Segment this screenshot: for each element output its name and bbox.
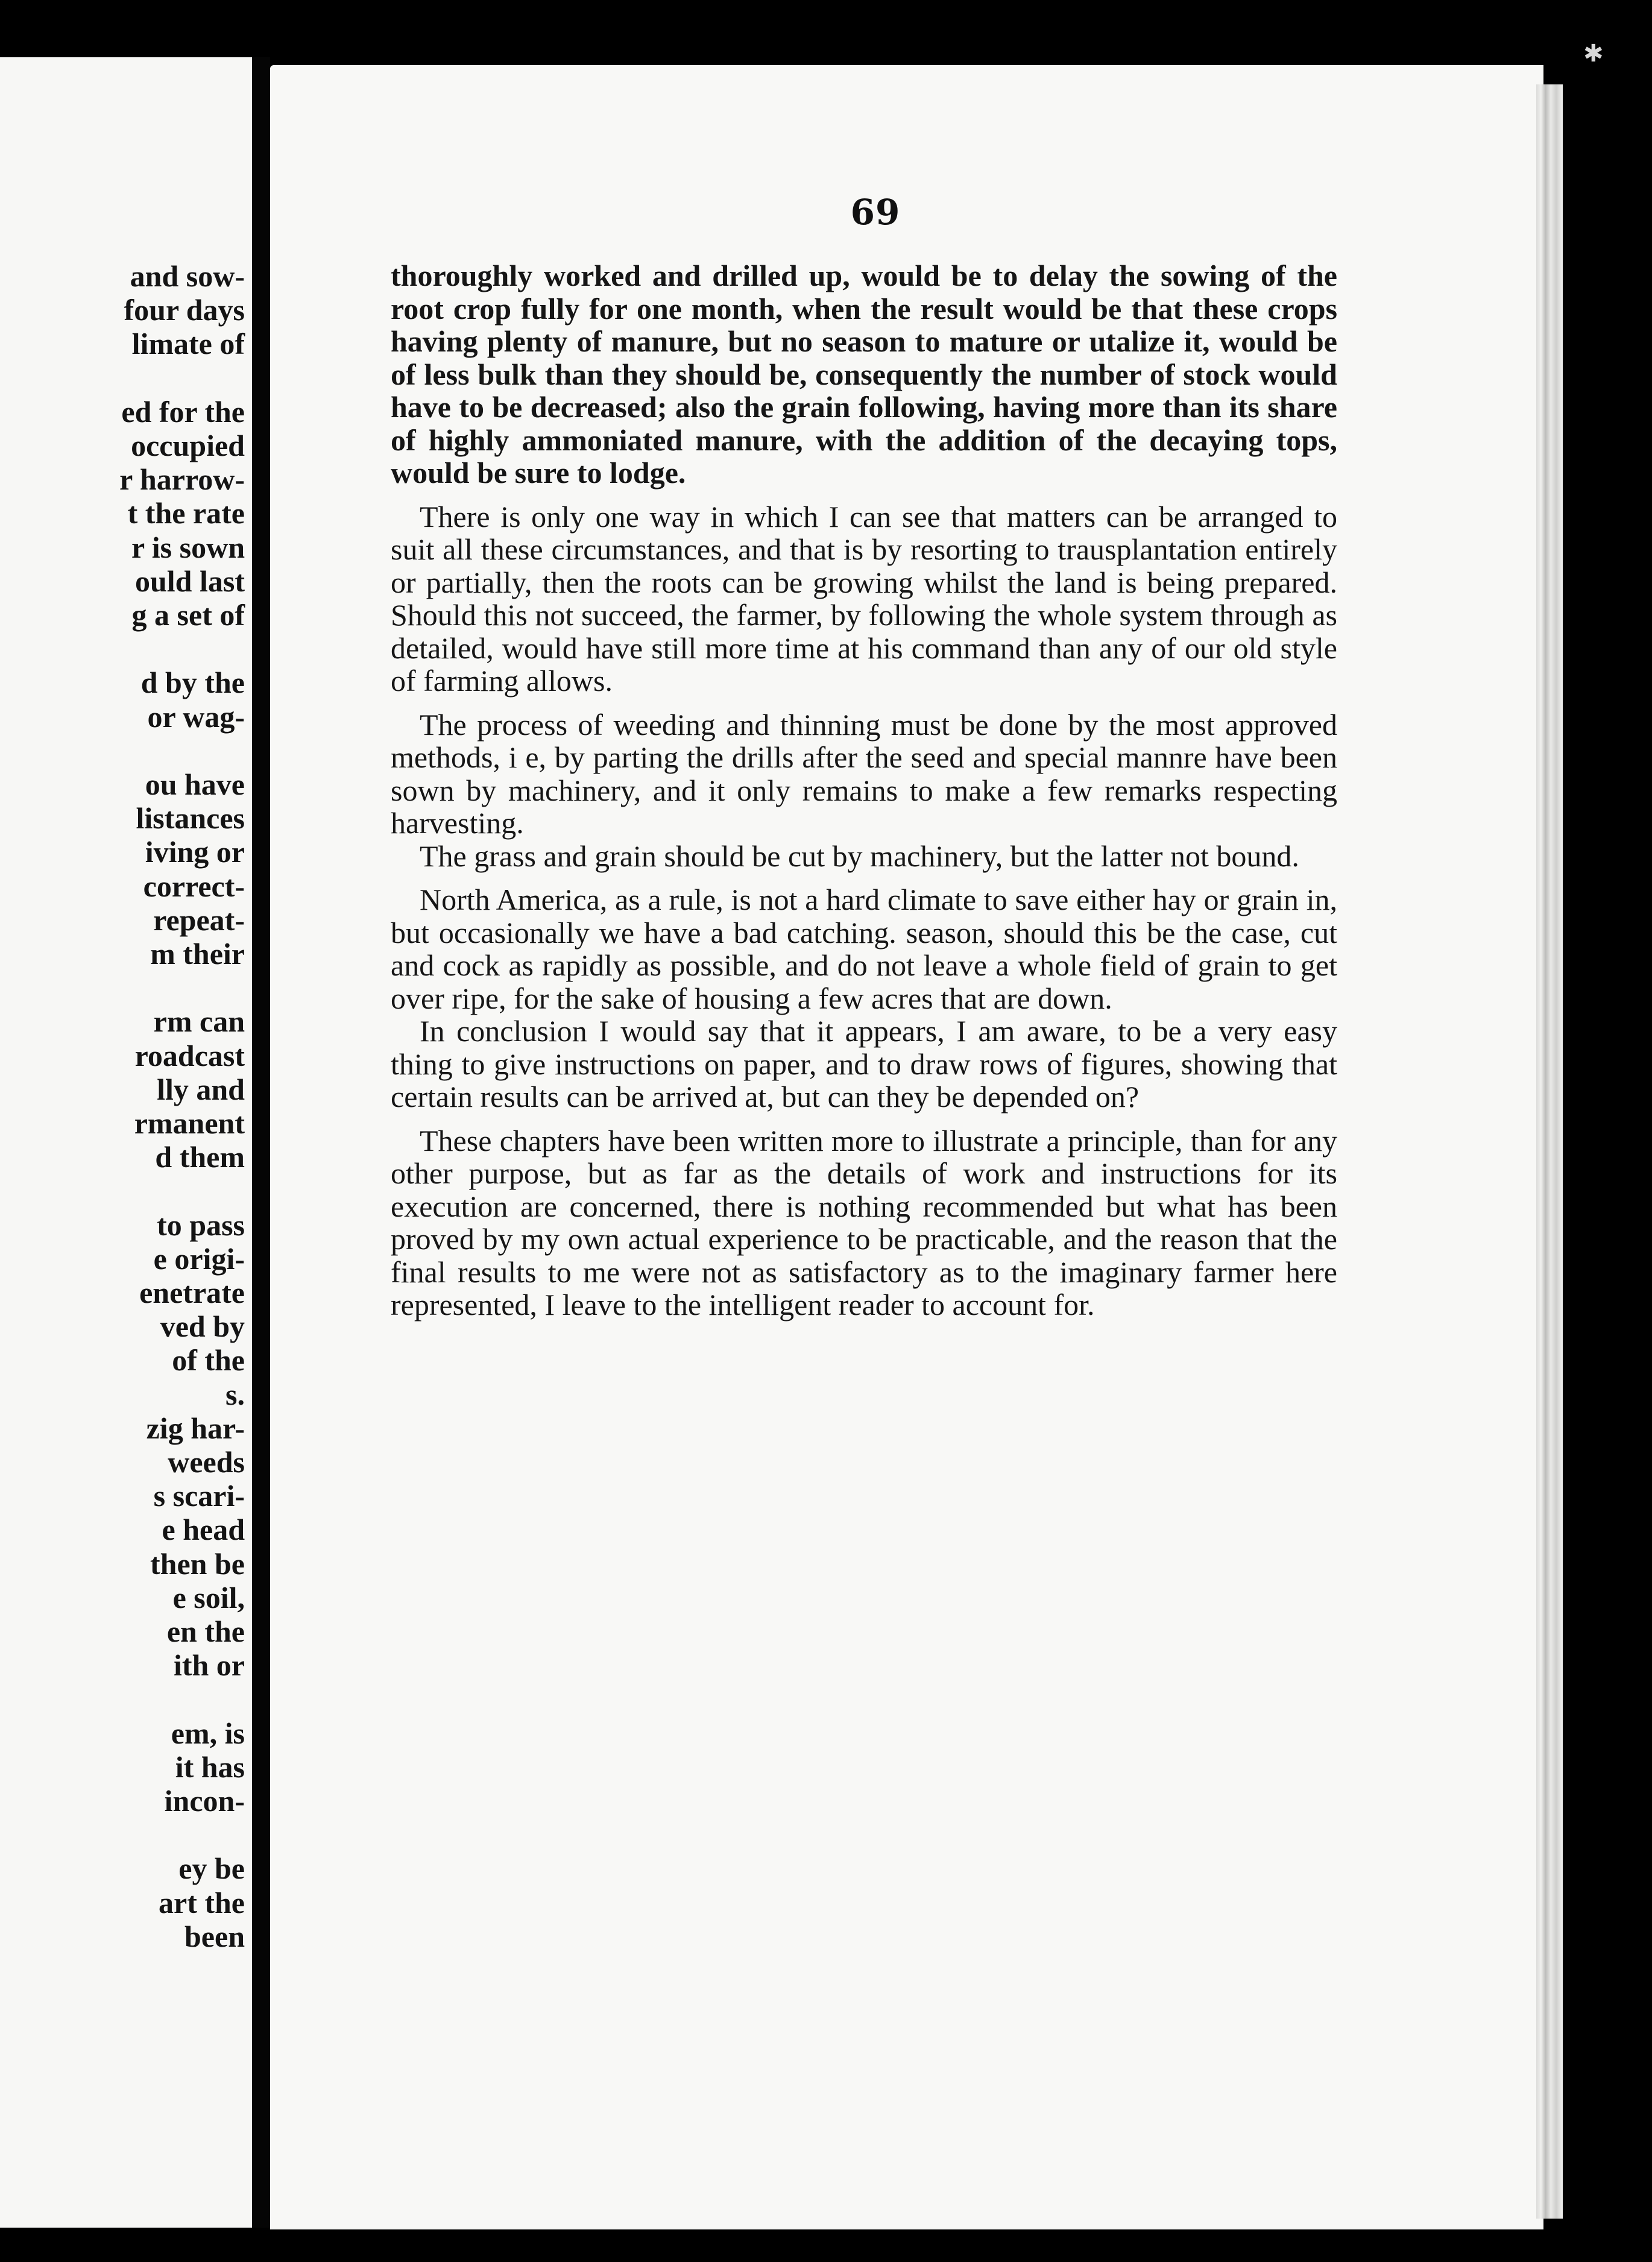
previous-page-line: e origi- [153,1241,245,1276]
previous-page-line: ey be [178,1851,245,1886]
previous-page-line: occupied [131,429,245,462]
previous-page-line: s scari- [153,1479,245,1513]
previous-page-line: zig har- [146,1411,245,1445]
previous-page-line: incon- [164,1784,245,1818]
previous-page-line: d them [155,1140,245,1174]
previous-page-line: roadcast [134,1038,245,1073]
paragraph: North America, as a rule, is not a hard climate to save either hay or grain in, but occasionally we have a bad catching. season, should this be the case, cut and cock as rapidly as possible, and do not leave a whole field of grain to get over ripe, for the sake of housing a few acres that are down. [391,883,1337,1015]
previous-page-line: and sow- [130,259,245,293]
previous-page-line: lly and [157,1072,245,1106]
previous-page-line: iving or [145,835,245,869]
paragraph: These chapters have been written more to illustrate a principle, than for any other purpose, but as far as the details of work and instructions for its execution are concerned, there is nothing recommended but what has been proved by my own actual experience to be practicable, and the reason that the final results to me were not as satisfactory as to the imaginary farmer here represented, I leave to the intelligent reader to account for. [391,1123,1337,1322]
page-number: 69 [850,192,901,233]
previous-page-line: en the [166,1615,245,1648]
paragraph: There is only one way in which I can see that matters can be arranged to suit all these circumstances, and that is by resorting to trausplantation entirely or partially, then the roots can be growing whilst the land is being prepared. Should this not succeed, the farmer, by following the whole system through as detailed, would have still more time at his command than any of our old style of farming allows. [391,499,1337,698]
previous-page-line: repeat- [153,903,245,937]
previous-page-line: d by the [140,666,245,700]
previous-page-line: enetrate [139,1276,245,1309]
previous-page-line: ved by [160,1309,245,1344]
previous-page-line: four days [124,293,245,327]
previous-page-line: to pass [157,1208,245,1242]
previous-page-line: listances [136,801,245,836]
previous-page-line: of the [172,1343,245,1378]
previous-page-line: rm can [153,1004,245,1039]
previous-page-line: weeds [168,1445,245,1479]
previous-page-line: ed for the [121,394,245,429]
paragraph: The process of weeding and thinning must be done by the most approved methods, i e, by parting the drills after the seed and special mannre have been sown by machinery, and it only remains to make a few remarks respecting harvesting. [391,707,1337,840]
previous-page-line: e head [162,1513,245,1547]
previous-page-line: ou have [145,767,245,801]
previous-page-line: r is sown [131,530,245,564]
previous-page-line: t the rate [127,496,245,531]
book-gutter [252,57,270,2228]
previous-page-line: ith or [173,1648,245,1683]
previous-page-line: em, is [171,1716,245,1750]
previous-page-line: or wag- [147,699,245,734]
previous-page-line: been [184,1919,245,1953]
previous-page-line: ould last [134,564,245,598]
previous-page-line: s. [225,1377,245,1411]
previous-page-line: limate of [131,327,245,361]
previous-page-line: r harrow- [119,462,245,497]
paragraph-continued: thoroughly worked and drilled up, would be to delay the sowing of the root crop fully for one month, when the result would be that these crops having plenty of manure, but no season to mature or utalize it, would be of less bulk than they should be, consequently the number of stock would have to be decreased; also the grain following, having more than its share of highly ammoniated manure, with the addition of the decaying tops, would be sure to lodge. [391,259,1337,490]
previous-page-line: correct- [143,869,245,903]
paragraph: In conclusion I would say that it appears, I am aware, to be a very easy thing to give instructions on paper, and to draw rows of figures, showing that certain results can be arrived at, but can they be depended on? [391,1014,1337,1114]
previous-page-line: then be [150,1546,245,1581]
scan-speck-icon: ✱ [1583,40,1604,68]
paragraph: The grass and grain should be cut by machinery, but the latter not bound. [420,839,1299,873]
previous-page-line: art the [159,1885,245,1920]
previous-page-line: it has [175,1750,245,1784]
page-body [391,259,1337,1322]
previous-page-line: rmanent [134,1106,245,1140]
previous-page-line: m their [150,937,245,971]
previous-page-fragment [0,57,252,2228]
page-stack-edge [1536,84,1563,2219]
previous-page-line: e soil, [172,1580,245,1615]
previous-page-line: g a set of [131,598,245,632]
